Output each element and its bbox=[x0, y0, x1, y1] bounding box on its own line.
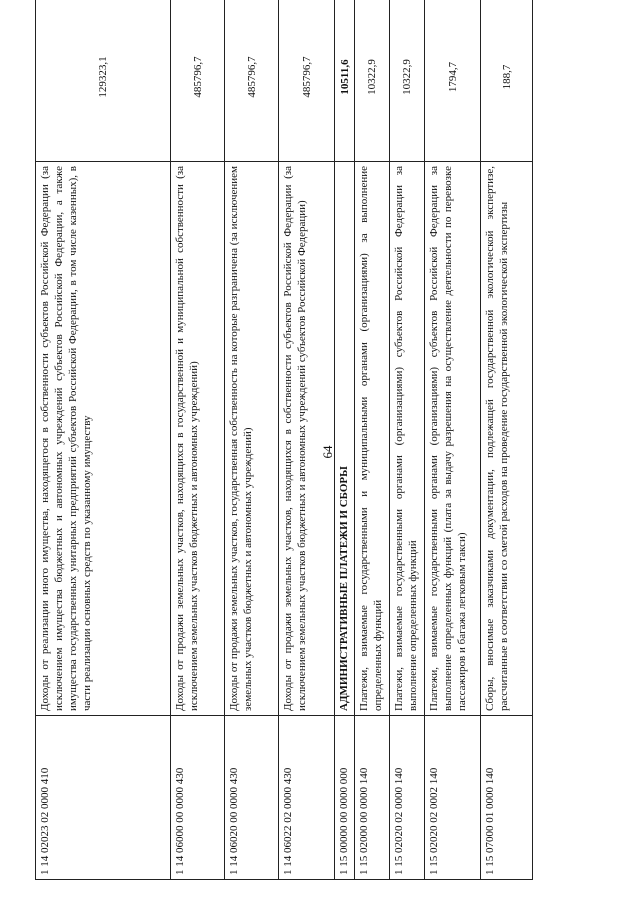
row-description: Доходы от реализации иного имущества, находящегося в собственности субъектов Российской Федерации (за исключением имущества бюджетных и автономных учреждений субъектов Российской Федерации, а также имущества государственных унитарных предприятий субъектов Российской Федерации, в том числе казенных), в части реализации основных средств по указанному имуществу bbox=[36, 162, 171, 716]
row-description: Доходы от продажи земельных участков, находящихся в собственности субъектов Российской Федерации (за исключением земельных участков бюджетных и автономных учреждений субъектов Российской Федерации) bbox=[279, 162, 335, 716]
row-description: Платежи, взимаемые государственными органами (организациями) субъектов Российской Федерации за выполнение определенных функций (плата за выдачу разрешения на осуществление деятельности по перевозке пассажиров и багажа легковым такси) bbox=[425, 162, 481, 716]
row-amount: 10322,9 bbox=[390, 0, 425, 162]
row-code: 1 15 00000 00 0000 000 bbox=[335, 716, 355, 880]
row-description: Доходы от продажи земельных участков, находящихся в государственной и муниципальной собственности (за исключением земельных участков бюджетных и автономных учреждений) bbox=[171, 162, 225, 716]
page-number: 64 bbox=[320, 445, 335, 459]
rotated-page-content bbox=[35, 20, 596, 880]
table-row bbox=[279, 0, 335, 880]
table-row bbox=[355, 0, 390, 880]
table-row bbox=[225, 0, 279, 880]
row-description: Доходы от продажи земельных участков, государственная собственность на которые разграничена (за исключением земельных участков бюджетных и автономных учреждений) bbox=[225, 162, 279, 716]
table-row bbox=[390, 0, 425, 880]
row-amount: 10322,9 bbox=[355, 0, 390, 162]
row-code: 1 15 07000 01 0000 140 bbox=[481, 716, 533, 880]
table-row bbox=[171, 0, 225, 880]
table-row bbox=[36, 0, 171, 880]
row-code: 1 14 06000 00 0000 430 bbox=[171, 716, 225, 880]
row-amount: 485796,7 bbox=[225, 0, 279, 162]
row-amount: 485796,7 bbox=[279, 0, 335, 162]
row-amount: 10511,6 bbox=[335, 0, 355, 162]
row-description: АДМИНИСТРАТИВНЫЕ ПЛАТЕЖИ И СБОРЫ bbox=[335, 162, 355, 716]
table-row bbox=[481, 0, 533, 880]
row-amount: 1794,7 bbox=[425, 0, 481, 162]
row-code: 1 15 02000 00 0000 140 bbox=[355, 716, 390, 880]
table-body bbox=[36, 0, 533, 880]
row-description: Сборы, вносимые заказчиками документации, подлежащей государственной экологической экспертизе, рассчитанные в соответствии со сметой расходов на проведение государственной экологической экспертизы bbox=[481, 162, 533, 716]
row-code: 1 14 06020 00 0000 430 bbox=[225, 716, 279, 880]
row-code: 1 15 02020 02 0002 140 bbox=[425, 716, 481, 880]
row-amount: 485796,7 bbox=[171, 0, 225, 162]
row-description: Платежи, взимаемые государственными и муниципальными органами (организациями) за выполнение определенных функций bbox=[355, 162, 390, 716]
row-code: 1 14 02023 02 0000 410 bbox=[36, 716, 171, 880]
row-description: Платежи, взимаемые государственными органами (организациями) субъектов Российской Федерации за выполнение определенных функций bbox=[390, 162, 425, 716]
row-code: 1 14 06022 02 0000 430 bbox=[279, 716, 335, 880]
row-amount: 188,7 bbox=[481, 0, 533, 162]
table-row bbox=[335, 0, 355, 880]
row-code: 1 15 02020 02 0000 140 bbox=[390, 716, 425, 880]
row-amount: 129323,1 bbox=[36, 0, 171, 162]
table-row bbox=[425, 0, 481, 880]
budget-revenue-table bbox=[35, 0, 533, 880]
